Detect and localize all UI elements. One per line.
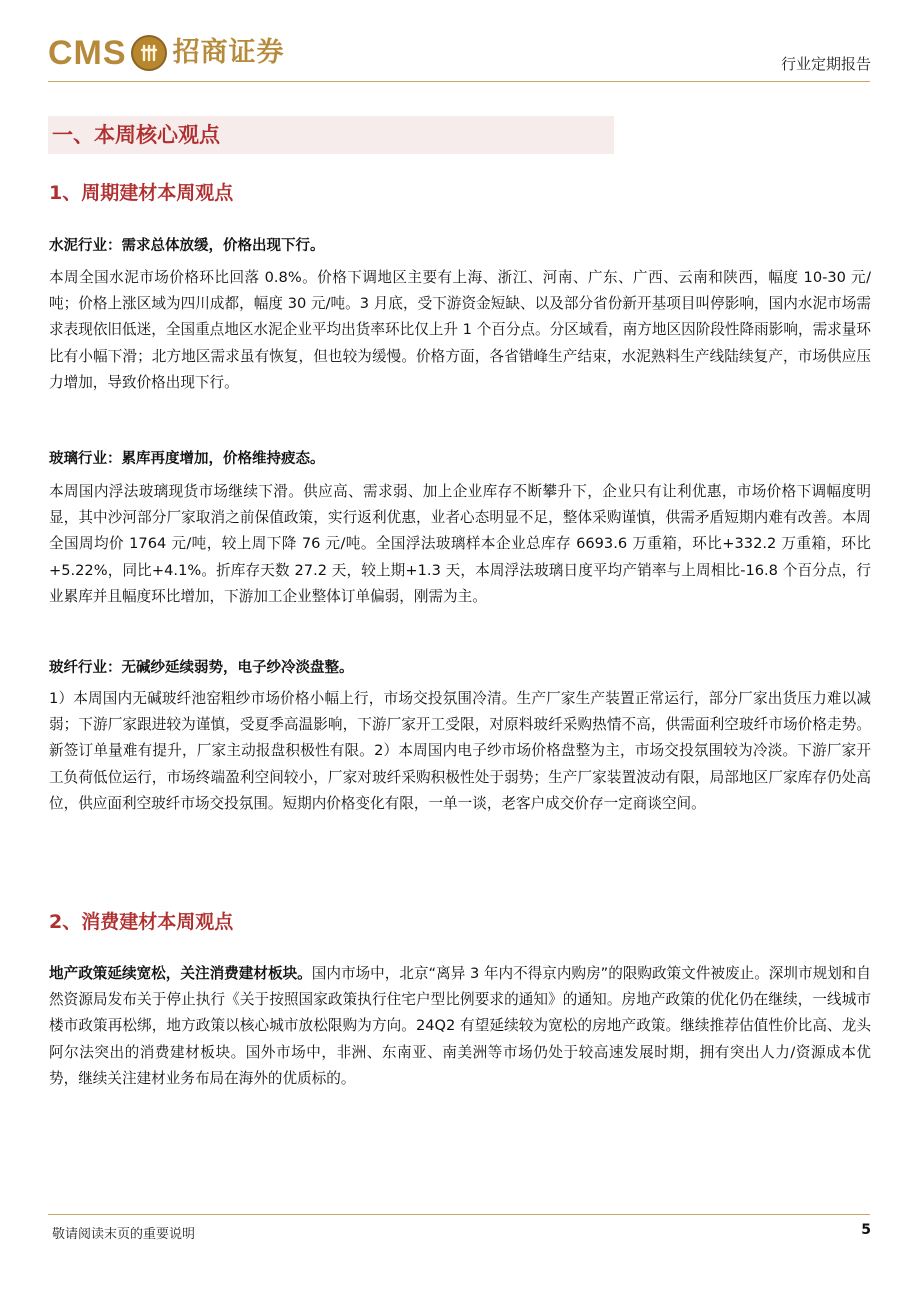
- glass-paragraph: 本周国内浮法玻璃现货市场继续下滑。供应高、需求弱、加上企业库存不断攀升下，企业只有让利优惠，市场价格下调幅度明显，其中沙河部分厂家取消之前保值政策，实行返利优惠，业者心态明显不足，整体采购谨慎，供需矛盾短期内难有改善。本周全国周均价 1764 元/吨，较上周下降 76 元/吨。全国浮法玻璃样本企业总库存 6693.6 万重箱，环比+332.2 万重箱，环比+5.22%，同比+4.1%。折库存天数 27.2 天，较上期+1.3 天，本周浮法玻璃日度平均产销率与上周相比-16.8 个百分点，行业累库并且幅度环比增加，下游加工企业整体订单偏弱，刚需为主。: [49, 483, 871, 605]
- cement-heading: 水泥行业：需求总体放缓，价格出现下行。: [49, 238, 325, 254]
- logo-seal-graphic: [138, 42, 160, 64]
- fiberglass-heading: 玻纤行业：无碱纱延续弱势，电子纱冷淡盘整。: [49, 660, 354, 676]
- footer-divider: [48, 1214, 870, 1215]
- consumer-paragraph: [49, 961, 871, 1092]
- page-number: 5: [861, 1222, 871, 1238]
- consumer-body: 国内市场中，北京“离异 3 年内不得京内购房”的限购政策文件被废止。深圳市规划和自然资源局发布关于停止执行《关于按照国家政策执行住宅户型比例要求的通知》的通知。房地产政策的优化仍在继续，一线城市楼市政策再松绑，地方政策以核心城市放松限购为方向。24Q2 有望延续较为宽松的房地产政策。继续推荐估值性价比高、龙头阿尔法突出的消费建材板块。国外市场中，非洲、东南亚、南美洲等市场仍处于较高速发展时期，拥有突出人力/资源成本优势，继续关注建材业务布局在海外的优质标的。: [49, 965, 871, 1087]
- section-title: 一、本周核心观点: [52, 123, 220, 147]
- logo-cn-text: 招商证券: [172, 37, 285, 68]
- page-header: [0, 0, 920, 90]
- fiberglass-paragraph: 1）本周国内无碱玻纤池窑粗纱市场价格小幅上行，市场交投氛围冷清。生产厂家生产装置正常运行，部分厂家出货压力难以减弱；下游厂家跟进较为谨慎，受夏季高温影响，下游厂家开工受限，对原料玻纤采购热情不高，供需面利空玻纤市场价格走势。新签订单量难有提升，厂家主动报盘积极性有限。2）本周国内电子纱市场价格盘整为主，市场交投氛围较为冷淡。下游厂家开工负荷低位运行，市场终端盈利空间较小，厂家对玻纤采购积极性处于弱势；生产厂家装置波动有限，局部地区厂家库存仍处高位，供应面利空玻纤市场交投氛围。短期内价格变化有限，一单一谈，老客户成交价存一定商谈空间。: [49, 690, 871, 812]
- glass-heading: 玻璃行业：累库再度增加，价格维持疲态。: [49, 451, 325, 467]
- subsection-title-cyclical: 1、周期建材本周观点: [49, 182, 234, 204]
- header-divider: [48, 81, 870, 82]
- logo-cms-text: CMS: [48, 34, 127, 72]
- subsection-title-consumer: 2、消费建材本周观点: [49, 911, 234, 933]
- footer-disclaimer: 敬请阅读末页的重要说明: [52, 1227, 196, 1242]
- report-type-label: 行业定期报告: [780, 55, 871, 73]
- logo-seal-icon: [131, 35, 167, 71]
- section-heading-bar: [48, 116, 614, 154]
- cement-paragraph: 本周全国水泥市场价格环比回落 0.8%。价格下调地区主要有上海、浙江、河南、广东、广西、云南和陕西，幅度 10-30 元/吨；价格上涨区域为四川成都，幅度 30 元/吨。3 月底，受下游资金短缺、以及部分省份新开基项目叫停影响，国内水泥市场需求表现依旧低迷，全国重点地区水泥企业平均出货率环比仅上升 1 个百分点。分区域看，南方地区因阶段性降雨影响，需求量环比有小幅下滑；北方地区需求虽有恢复，但也较为缓慢。价格方面，各省错峰生产结束，水泥熟料生产线陆续复产，市场供应压力增加，导致价格出现下行。: [49, 269, 871, 391]
- company-logo: [48, 33, 285, 73]
- consumer-lead: 地产政策延续宽松，关注消费建材板块。: [49, 965, 312, 982]
